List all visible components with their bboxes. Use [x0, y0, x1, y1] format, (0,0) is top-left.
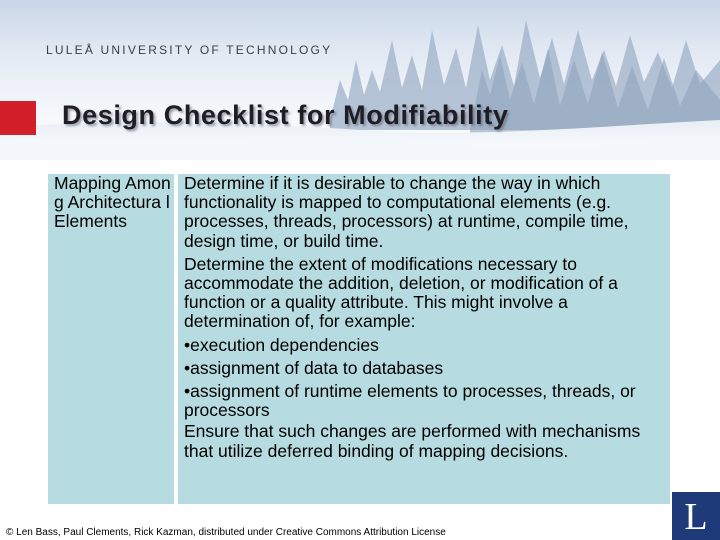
list-item: [184, 359, 666, 378]
paragraph-mapping: Determine if it is desirable to change the way in which functionality is mapped to computational elements (e.g. processes, threads, processors) at runtime, compile time, design time, or build time.: [184, 173, 629, 251]
university-logo-icon: [672, 492, 720, 540]
winter-landscape-image: [0, 0, 720, 160]
bullet-text: assignment of runtime elements to processes, threads, or processors: [184, 381, 636, 421]
slide-title: Design Checklist for Modifiability: [62, 100, 509, 130]
bullet-text: execution dependencies: [190, 334, 379, 355]
paragraph-deferred-binding: Ensure that such changes are performed with mechanisms that utilize deferred binding of mapping decisions.: [184, 421, 641, 461]
checklist-table: [48, 174, 670, 504]
paragraph-extent: Determine the extent of modifications necessary to accommodate the addition, deletion, or modification of a function or a quality attribute. This might involve a determination of, for example:: [184, 253, 618, 332]
logo-letter: L: [684, 496, 708, 538]
accent-square: [0, 101, 36, 135]
row-label-cell: [48, 174, 174, 504]
row-content-cell: [178, 174, 670, 504]
header-banner: [0, 0, 720, 160]
university-name: LULEÅ UNIVERSITY OF TECHNOLOGY: [46, 43, 333, 57]
bullet-icon: •: [184, 381, 191, 402]
copyright-footer: © Len Bass, Paul Clements, Rick Kazman, distributed under Creative Commons Attribution License: [6, 527, 446, 538]
bullet-text: assignment of data to databases: [190, 357, 444, 378]
row-label: Mapping Among Architectura l Elements: [54, 173, 171, 232]
bullet-icon: •: [184, 357, 191, 378]
list-item: [184, 336, 666, 355]
list-item: [184, 382, 666, 420]
bullet-icon: •: [184, 334, 191, 355]
